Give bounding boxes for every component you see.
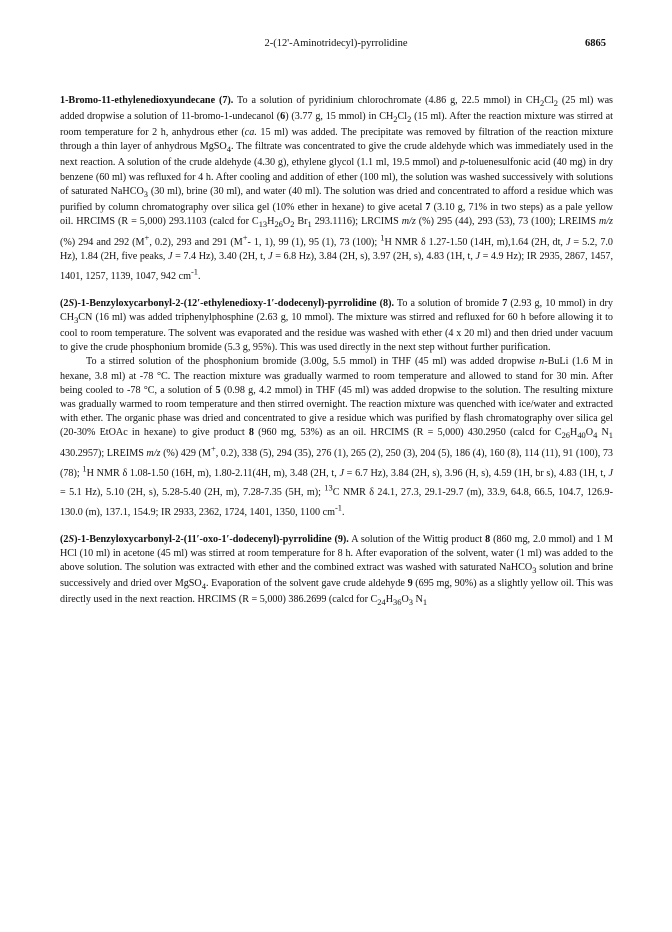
paragraph-compound-8-continued xyxy=(60,355,613,519)
page-number: 6865 xyxy=(585,38,606,49)
paragraph-compound-9 xyxy=(60,533,613,610)
paragraph-text: To a solution of bromide 7 (2.93 g, 10 mmol) in dry $CH_3CN$ (16 ml) was added triphenylphosphine (2.63 g, 10 mmol). The mixture was stirred and refluxed for 60 h before allowing it to cool to room temperature. The solvent was evaporated and the residue was washed with ether (4 x 20 ml) and then dried under vacuum to give the crude phosphonium bromide (5.3 g, 95%). This was used directly in the next step without further purification. xyxy=(60,298,613,354)
paragraph-text: To a solution of pyridinium chlorochromate (4.86 g, 22.5 mmol) in $CH_2Cl_2$ (25 ml) was added dropwise a solution of 11-bromo-1-undecanol (6) (3.77 g, 15 mmol) in $CH_2Cl_2$ (15 ml). After the reaction mixture was stirred at room temperature for 2 h, anhydrous ether (ca. 15 ml) was added. The precipitate was removed by filtration of the reaction mixture through a thin layer of anhydrous MgSO$_4$. The filtrate was concentrated to give the crude aldehyde which was immediately used in the next reaction. A solution of the crude aldehyde (4.30 g), ethylene glycol (1.1 ml, 19.5 mmol) and p-toluenesulfonic acid (40 mg) in dry benzene (60 ml) was refluxed for 4 h. After cooling and addition of ether (100 ml), the solution was washed successively with solutions of saturated NaHCO$_3$ (30 ml), brine (30 ml), and water (40 ml). The solution was dried and concentrated to afford a residue which was purified by column chromatography over silica gel (10% ether in hexane) to give acetal 7 (3.10 g, 71% in two steps) as a pale yellow oil. HRCIMS (R = 5,000) 293.1103 (calcd for $C_{13}H_{26}O_2$ $Br_1$ 293.1116); LRCIMS m/z (%) 295 (44), 293 (53), 73 (100); LREIMS m/z (%) 294 and 292 (M+, 0.2), 293 and 291 (M+- 1, 1), 99 (1), 95 (1), 73 (100); $^1$H NMR δ 1.27-1.50 (14H, m),1.64 (2H, dt, J = 5.2, 7.0 Hz), 1.84 (2H, five peaks, J = 7.4 Hz), 3.40 (2H, t, J = 6.8 Hz), 3.84 (2H, s), 3.97 (2H, s), 4.83 (1H, t, J = 4.9 Hz); IR 2935, 2867, 1457, 1401, 1257, 1139, 1047, 942 $cm^{-1}$. xyxy=(60,95,614,282)
compound-heading: 1-Bromo-11-ethylenedioxyundecane (7). xyxy=(60,95,234,106)
compound-heading: (2S)-1-Benzyloxycarbonyl-2-(11′-oxo-1′-dodecenyl)-pyrrolidine (9). xyxy=(60,533,349,545)
page-header xyxy=(0,38,672,54)
body-text xyxy=(60,94,613,622)
paragraph-text: To a stirred solution of the phosphonium bromide (3.00g, 5.5 mmol) in THF (45 ml) was added dropwise n-BuLi (1.6 M in hexane, 3.8 ml) at -78 °C. The reaction mixture was gradually warmed to room temperature and allowed to stand for 30 min. After being cooled to -78 °C, a solution of 5 (0.98 g, 4.2 mmol) in THF (45 ml) was added dropwise to the solution. The resulting mixture was gradually warmed to room temperature and then stirred overnight. The reaction mixture was quenched with ice/water and extracted with ether. The organic phase was dried and concentrated to give a residue which was purified by flash chromatography over silica gel (20-30% EtOAc in hexane) to give product 8 (960 mg, 53%) as an oil. HRCIMS (R = 5,000) 430.2950 (calcd for $C_{26}H_{40}O_4$ $N_1$ 430.2957); LREIMS m/z (%) 429 (M+, 0.2), 338 (5), 294 (35), 276 (1), 265 (2), 250 (3), 204 (5), 186 (4), 160 (8), 114 (11), 91 (100), 73 (78); $^1$H NMR δ 1.08-1.50 (16H, m), 1.80-2.11(4H, m), 3.48 (2H, t, J = 6.7 Hz), 3.84 (2H, s), 3.96 (H, s), 4.59 (1H, br s), 4.83 (1H, t, J = 5.1 Hz), 5.10 (2H, s), 5.28-5.40 (2H, m), 7.28-7.35 (5H, m); $^{13}$C NMR δ 24.1, 27.3, 29.1-29.7 (m), 33.9, 64.8, 66.5, 104.7, 126.9-130.0 (m), 137.1, 154.9; IR 2933, 2362, 1724, 1401, 1350, 1100 $cm^{-1}$. xyxy=(60,356,613,518)
paragraph-text: A solution of the Wittig product 8 (860 mg, 2.0 mmol) and 1 M HCl (10 ml) in acetone (45 ml) was stirred at room temperature for 8 h. After evaporation of the solvent, water (1 ml) was added to the above solution. The solution was extracted with ether and the combined extract was washed with saturated NaHCO$_3$ solution and brine successively and dried over MgSO$_4$. Evaporation of the solvent gave crude aldehyde 9 (695 mg, 90%) as a slightly yellow oil. This was directly used in the next reaction. HRCIMS (R = 5,000) 386.2699 (calcd for $C_{24}H_{36}O_3$ $N_1$ xyxy=(60,533,613,608)
paragraph-compound-8 xyxy=(60,297,613,355)
compound-heading: (2S)-1-Benzyloxycarbonyl-2-(12′-ethylenedioxy-1′-dodecenyl)-pyrrolidine (8). xyxy=(60,298,394,310)
running-title: 2-(12'-Aminotridecyl)-pyrrolidine xyxy=(264,38,408,49)
paragraph-compound-7 xyxy=(60,94,613,284)
